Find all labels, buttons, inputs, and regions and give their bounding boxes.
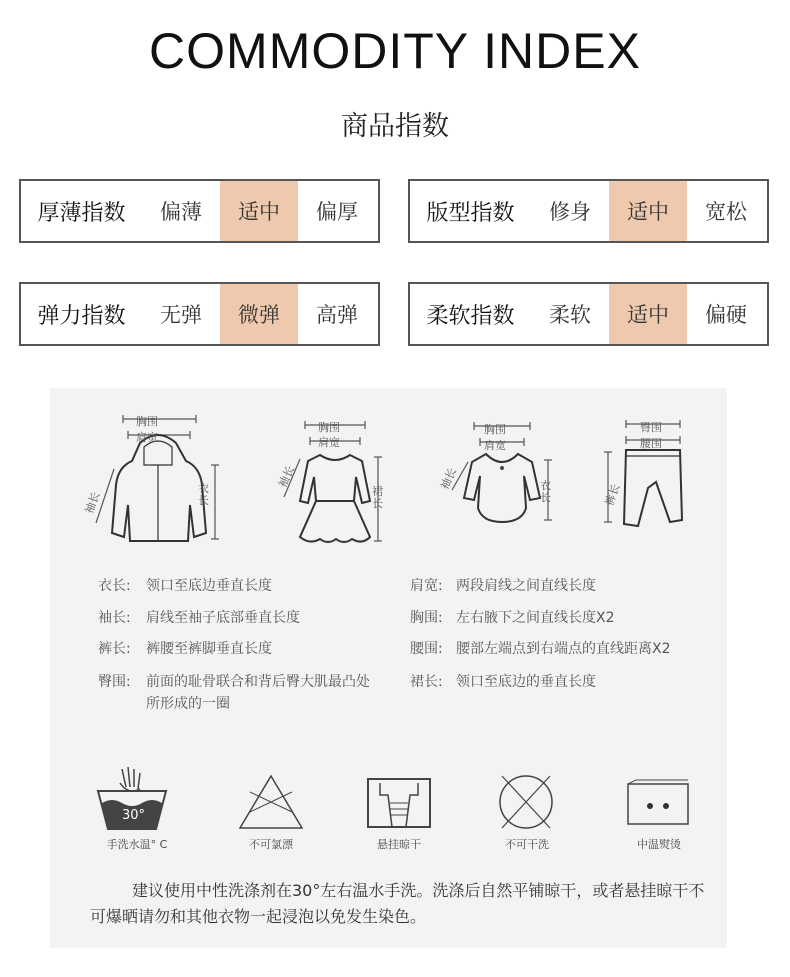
desc-text: 肩线至袖子底部垂直长度 <box>146 610 300 626</box>
care-note: 建议使用中性洗涤剂在30°左右温水手洗。洗涤后自然平铺晾干，或者悬挂晾干不可爆晒请勿和其他衣物一起浸泡以免发生染色。 <box>90 881 705 926</box>
jacket-label-shoulder: 肩宽 <box>136 431 158 444</box>
desc-text: 腰部左端点到右端点的直线距离X2 <box>456 641 671 657</box>
desc-text: 领口至底边的垂直长度 <box>456 674 596 690</box>
desc-term: 裙长: <box>410 674 443 690</box>
index-fit <box>408 179 769 243</box>
index-option-selected: 微弹 <box>220 284 298 344</box>
desc-term: 胸围: <box>410 610 443 626</box>
pants-label-length: 裤长 <box>602 482 623 508</box>
romper-label-shoulder: 肩宽 <box>484 439 506 452</box>
dress-label-length: 裙长 <box>372 485 383 510</box>
desc-text: 两段肩线之间直线长度 <box>456 578 596 594</box>
hang-dry-icon <box>364 775 434 831</box>
index-option: 修身 <box>549 200 591 224</box>
index-option-selected: 适中 <box>609 181 687 241</box>
index-option: 偏薄 <box>160 200 202 224</box>
dress-label-sleeve: 袖长 <box>276 464 298 490</box>
index-label: 厚薄指数 <box>37 200 126 226</box>
desc-term: 袖长: <box>98 610 131 626</box>
desc-text: 前面的耻骨联合和背后臀大肌最凸处 <box>146 674 370 690</box>
care-label: 不可氯漂 <box>249 838 293 851</box>
desc-term: 肩宽: <box>410 578 443 594</box>
index-label: 弹力指数 <box>37 303 126 329</box>
index-option: 偏硬 <box>705 303 747 327</box>
jacket-label-chest: 胸围 <box>136 415 158 428</box>
romper-label-length: 衣长 <box>540 479 551 504</box>
medium-iron-icon <box>624 778 692 828</box>
desc-term: 裤长: <box>98 641 131 657</box>
index-label: 柔软指数 <box>426 303 515 329</box>
desc-term: 腰围: <box>410 641 443 657</box>
no-dry-clean-icon <box>496 770 556 832</box>
index-elasticity <box>19 282 380 346</box>
no-bleach-icon <box>236 772 306 832</box>
index-option-selected: 适中 <box>609 284 687 344</box>
index-option-selected: 适中 <box>220 181 298 241</box>
jacket-label-length: 衣长 <box>198 482 209 507</box>
index-option: 无弹 <box>160 303 202 327</box>
index-option: 柔软 <box>549 303 591 327</box>
care-label: 悬挂晾干 <box>377 838 421 851</box>
index-thickness <box>19 179 380 243</box>
desc-text-cont: 所形成的一圈 <box>146 696 230 712</box>
desc-term: 衣长: <box>98 578 131 594</box>
jacket-label-sleeve: 袖长 <box>82 490 103 516</box>
dress-label-chest: 胸围 <box>318 421 340 434</box>
index-label: 版型指数 <box>426 200 515 226</box>
jacket-diagram <box>78 405 238 555</box>
index-option: 偏厚 <box>316 200 358 224</box>
desc-text: 裤腰至裤脚垂直长度 <box>146 641 272 657</box>
page-title: COMMODITY INDEX <box>149 23 641 79</box>
romper-label-sleeve: 袖长 <box>438 466 460 492</box>
care-label: 手洗水温° C <box>106 838 168 851</box>
desc-term: 臀围: <box>98 674 131 690</box>
index-option: 高弹 <box>316 303 358 327</box>
page-subtitle: 商品指数 <box>341 111 449 142</box>
desc-text: 左右腋下之间直线长度X2 <box>456 610 615 626</box>
dress-label-shoulder: 肩宽 <box>318 436 340 449</box>
care-label: 不可干洗 <box>505 838 549 851</box>
index-option: 宽松 <box>705 200 747 224</box>
romper-label-chest: 胸围 <box>484 423 506 436</box>
desc-text: 领口至底边垂直长度 <box>146 578 272 594</box>
index-softness <box>408 282 769 346</box>
wash-temp: 30° <box>122 808 146 823</box>
pants-label-waist: 腰围 <box>640 437 662 450</box>
pants-label-hip: 臀围 <box>640 421 662 434</box>
care-label: 中温熨烫 <box>637 838 681 851</box>
